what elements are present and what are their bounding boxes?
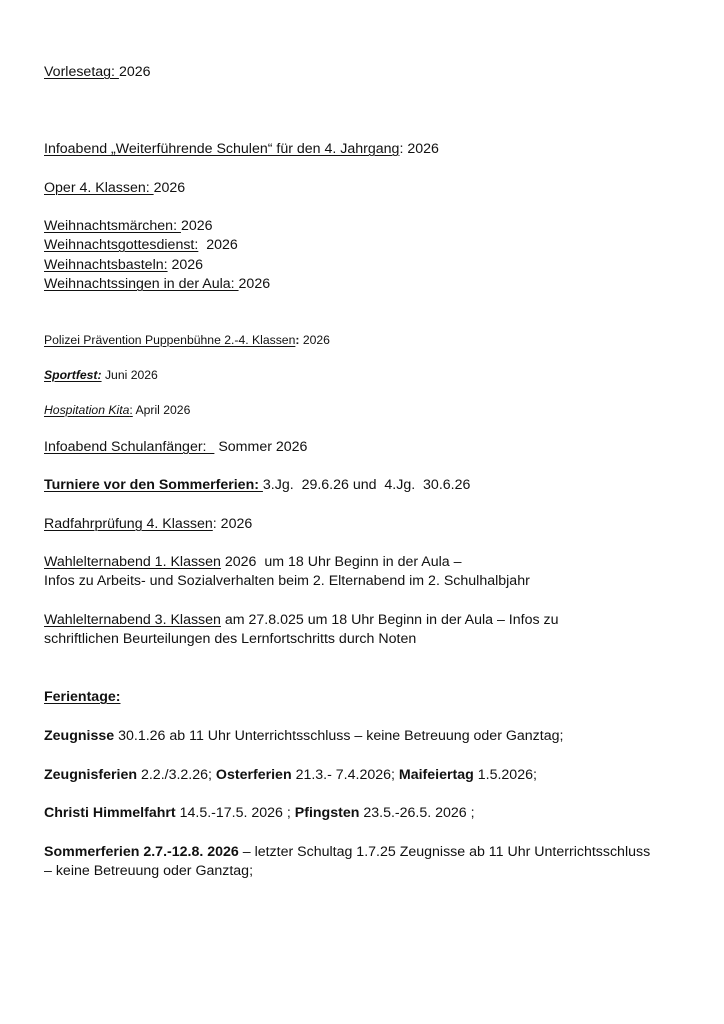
infoabend-schulanfaenger-entry xyxy=(44,438,307,457)
osterferien-label: Osterferien xyxy=(215,767,292,783)
entry-label: Vorlesetag: xyxy=(44,64,119,80)
entry-value: : 2026 xyxy=(212,516,253,532)
weihnachtsgottesdienst-entry xyxy=(44,236,238,255)
entry-value: : 2026 xyxy=(399,141,439,157)
ferien-line-1 xyxy=(44,766,537,785)
weihnachtsbasteln-entry xyxy=(44,256,203,275)
entry-label: Wahlelternabend 1. Klassen xyxy=(44,554,221,570)
entry-label: Turniere vor den Sommerferien: xyxy=(44,477,263,493)
entry-value: 30.1.26 ab 11 Uhr Unterrichtsschluss – keine Betreuung oder Ganztag; xyxy=(114,728,564,744)
maifeiertag-label: Maifeiertag xyxy=(398,767,474,783)
entry-label: Hospitation Kita xyxy=(44,403,130,417)
pfingsten-label: Pfingsten xyxy=(294,805,360,821)
entry-value: 2026 xyxy=(180,218,213,234)
sportfest-entry xyxy=(44,367,158,383)
entry-label: Polizei Prävention Puppenbühne 2.-4. Klassen xyxy=(44,333,296,347)
osterferien-value: 21.3.- 7.4.2026; xyxy=(291,767,399,783)
entry-value: am 27.8.025 um 18 Uhr Beginn in der Aula – Infos zu xyxy=(220,612,559,628)
entry-label: Wahlelternabend 3. Klassen xyxy=(44,612,221,628)
turniere-entry xyxy=(44,476,470,495)
entry-value: 2026 xyxy=(118,64,151,80)
entry-label: Infoabend „Weiterführende Schulen“ für den 4. Jahrgang xyxy=(44,141,400,157)
oper-entry xyxy=(44,179,185,198)
entry-value: April 2026 xyxy=(132,403,191,417)
radfahrpruefung-entry xyxy=(44,515,252,534)
himmelfahrt-value: 14.5.-17.5. 2026 ; xyxy=(175,805,295,821)
himmelfahrt-label: Christi Himmelfahrt xyxy=(44,805,176,821)
maifeiertag-value: 1.5.2026; xyxy=(473,767,537,783)
pfingsten-value: 23.5.-26.5. 2026 ; xyxy=(359,805,475,821)
polizei-entry xyxy=(44,332,330,348)
entry-label: Sportfest: xyxy=(44,368,102,382)
entry-label: Sommerferien 2.7.-12.8. 2026 xyxy=(44,844,239,860)
sommerferien-line2: – keine Betreuung oder Ganztag; xyxy=(44,863,254,879)
entry-value: 2026 xyxy=(198,237,238,253)
hospitation-entry xyxy=(44,402,190,418)
sommerferien-entry xyxy=(44,843,650,862)
entry-colon: : xyxy=(129,403,133,417)
wahlelternabend-1-entry xyxy=(44,553,462,572)
wahlelternabend-1-line2: Infos zu Arbeits- und Sozialverhalten beim 2. Elternabend im 2. Schulhalbjahr xyxy=(44,573,530,589)
entry-label: Infoabend Schulanfänger: xyxy=(44,439,215,455)
entry-value: 2026 um 18 Uhr Beginn in der Aula – xyxy=(220,554,462,570)
vorlesetag-entry xyxy=(44,63,151,82)
entry-value: Sommer 2026 xyxy=(214,439,308,455)
entry-label: Radfahrprüfung 4. Klassen xyxy=(44,516,213,532)
entry-value: 2026 xyxy=(238,276,271,292)
ferientage-heading: Ferientage: xyxy=(44,689,121,705)
entry-value: Juni 2026 xyxy=(101,368,158,382)
entry-value: 2026 xyxy=(299,333,330,347)
entry-value: 3.Jg. 29.6.26 und 4.Jg. 30.6.26 xyxy=(262,477,471,493)
entry-label: Weihnachtsbasteln: xyxy=(44,257,168,273)
entry-label: Weihnachtssingen in der Aula: xyxy=(44,276,239,292)
zeugnisferien-label: Zeugnisferien xyxy=(44,767,138,783)
zeugnisferien-value: 2.2./3.2.26; xyxy=(137,767,216,783)
zeugnisse-entry xyxy=(44,727,563,746)
wahlelternabend-3-line2: schriftlichen Beurteilungen des Lernfortschritts durch Noten xyxy=(44,631,417,647)
infoabend-weiterfuehrende-entry xyxy=(44,140,439,159)
entry-label: Zeugnisse xyxy=(44,728,115,744)
entry-value: – letzter Schultag 1.7.25 Zeugnisse ab 11 Uhr Unterrichtsschluss xyxy=(238,844,651,860)
weihnachtsmaerchen-entry xyxy=(44,217,213,236)
entry-value: 2026 xyxy=(167,257,204,273)
entry-label: Weihnachtsgottesdienst: xyxy=(44,237,199,253)
entry-value: 2026 xyxy=(153,180,186,196)
entry-colon: : xyxy=(295,333,300,347)
weihnachtssingen-entry xyxy=(44,275,270,294)
entry-label: Oper 4. Klassen: xyxy=(44,180,154,196)
ferien-line-2 xyxy=(44,804,475,823)
wahlelternabend-3-entry xyxy=(44,611,559,630)
entry-label: Weihnachtsmärchen: xyxy=(44,218,181,234)
